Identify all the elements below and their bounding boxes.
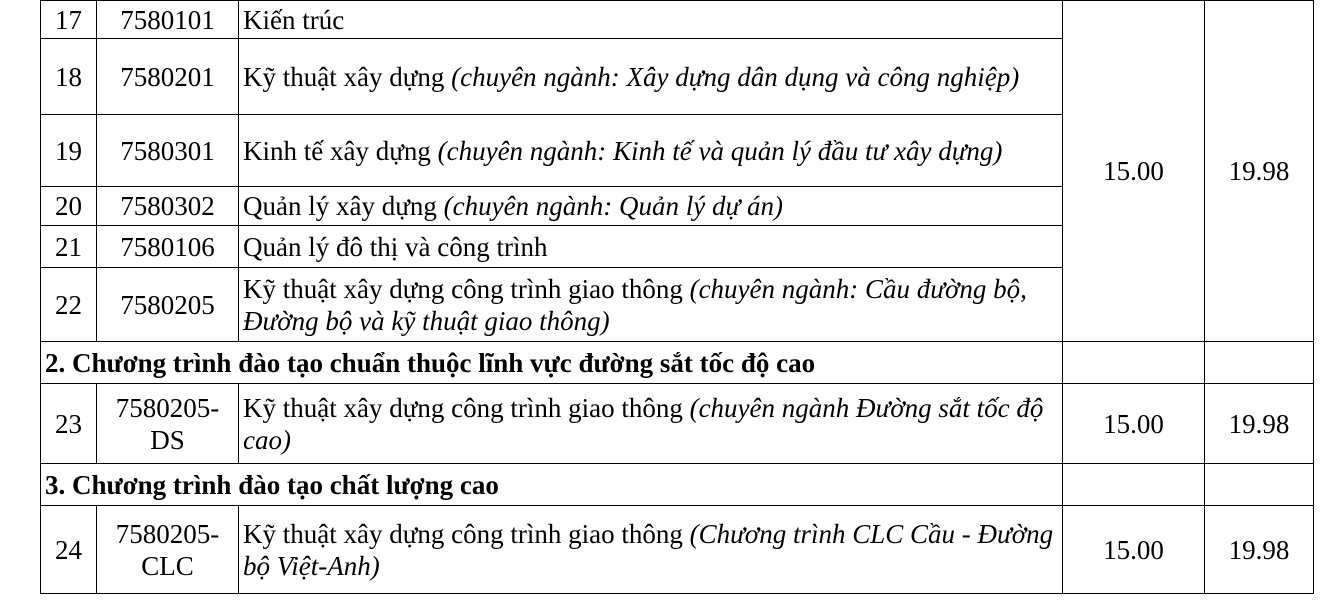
major-name [239,1,1063,39]
major-title: Quản lý đô thị và công trình [243,231,548,262]
major-code: 7580205-CLC [97,506,239,594]
table-row [41,1,1314,39]
major-title: Kỹ thuật xây dựng công trình giao thông [243,518,690,549]
major-specialization: (chuyên ngành: Kinh tế và quản lý đầu tư xây dựng) [437,135,1003,166]
row-number: 19 [41,115,97,187]
table-row [41,506,1314,594]
admission-table [40,0,1314,594]
table-row [41,384,1314,464]
row-number: 17 [41,1,97,39]
section-title: 3. Chương trình đào tạo chất lượng cao [41,464,1063,506]
major-specialization: (chuyên ngành: Xây dựng dân dụng và công nghiệp) [451,61,1020,92]
empty-cell [1063,342,1205,384]
major-specialization: (chuyên ngành Đường sắt tốc độ cao) [243,392,1044,455]
section-header-row [41,464,1314,506]
major-code: 7580106 [97,226,239,268]
row-number: 18 [41,39,97,115]
major-title: Kinh tế xây dựng [243,135,438,166]
major-code: 7580301 [97,115,239,187]
empty-cell [1205,464,1314,506]
major-specialization: (chuyên ngành: Cầu đường bộ, Đường bộ và kỹ thuật giao thông) [243,273,1027,336]
major-name [239,506,1063,594]
major-code: 7580205-DS [97,384,239,464]
major-name [239,39,1063,115]
major-name [239,187,1063,226]
row-number: 24 [41,506,97,594]
major-code: 7580101 [97,1,239,39]
score-cell: 15.00 [1063,506,1205,594]
row-number: 22 [41,268,97,342]
score-cell: 15.00 [1063,384,1205,464]
score-cell: 15.00 [1063,1,1205,342]
row-number: 20 [41,187,97,226]
major-code: 7580302 [97,187,239,226]
score-cell: 19.98 [1205,1,1314,342]
major-code: 7580205 [97,268,239,342]
section-title: 2. Chương trình đào tạo chuẩn thuộc lĩnh vực đường sắt tốc độ cao [41,342,1063,384]
empty-cell [1205,342,1314,384]
major-title: Kỹ thuật xây dựng công trình giao thông [243,273,690,304]
major-title: Kỹ thuật xây dựng công trình giao thông [243,392,690,423]
major-name [239,268,1063,342]
major-name [239,226,1063,268]
major-specialization: (chuyên ngành: Quản lý dự án) [443,191,783,221]
major-title: Kiến trúc [243,4,345,35]
major-specialization: (Chương trình CLC Cầu - Đường bộ Việt-Anh) [243,518,1054,581]
empty-cell [1063,464,1205,506]
major-name [239,115,1063,187]
major-title: Kỹ thuật xây dựng [243,61,452,92]
row-number: 23 [41,384,97,464]
section-header-row [41,342,1314,384]
score-cell: 19.98 [1205,506,1314,594]
major-name [239,384,1063,464]
row-number: 21 [41,226,97,268]
score-cell: 19.98 [1205,384,1314,464]
major-code: 7580201 [97,39,239,115]
major-title: Quản lý xây dựng [243,191,444,221]
